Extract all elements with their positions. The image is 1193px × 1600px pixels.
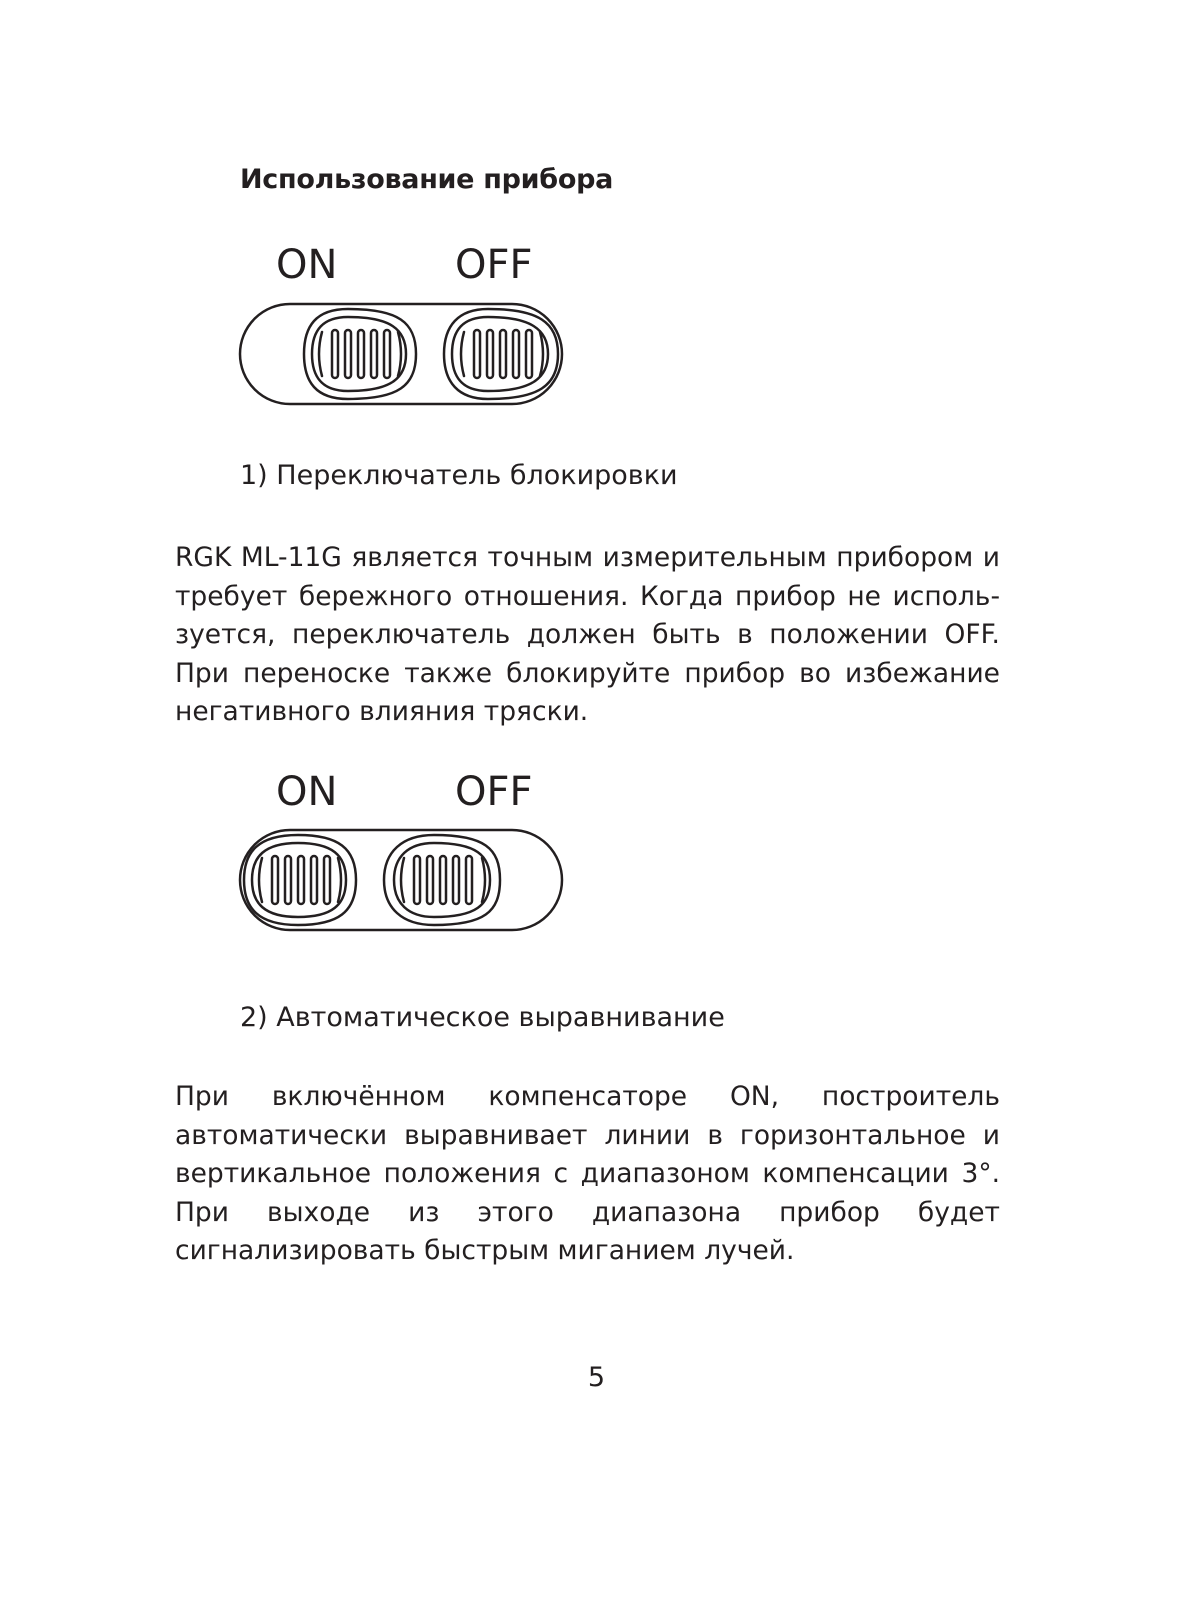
caption-lock-switch: 1) Переключатель блокировки — [240, 460, 678, 491]
compensator-switch-labels — [240, 767, 580, 817]
lock-switch-labels — [240, 240, 580, 290]
caption-auto-leveling: 2) Автоматическое выравнивание — [240, 1002, 725, 1033]
off-label: OFF — [455, 242, 533, 288]
lock-switch-off-icon — [238, 302, 564, 406]
section-heading: Использование прибора — [240, 164, 614, 195]
on-label: ON — [276, 242, 338, 288]
page-number: 5 — [587, 1362, 606, 1393]
paragraph-lock-switch: RGK ML-11G является точным измерительным прибором и требует бережного отношения. Когда прибор не используется, переключатель должен быть в положении OFF. При переноске также блокируйте прибор во избежание негативного влияния тряски. — [175, 542, 1000, 727]
paragraph-auto-leveling: При включённом компенсаторе ON, построитель автоматически выравнивает линии в горизонтальное и вертикальное положения с диапазоном компенсации 3°. При выходе из этого диапазона прибор будет сигнализировать быстрым миганием лучей. — [175, 1081, 1000, 1266]
compensator-switch-on-icon — [238, 828, 564, 932]
off-label: OFF — [455, 769, 533, 815]
on-label: ON — [276, 769, 338, 815]
